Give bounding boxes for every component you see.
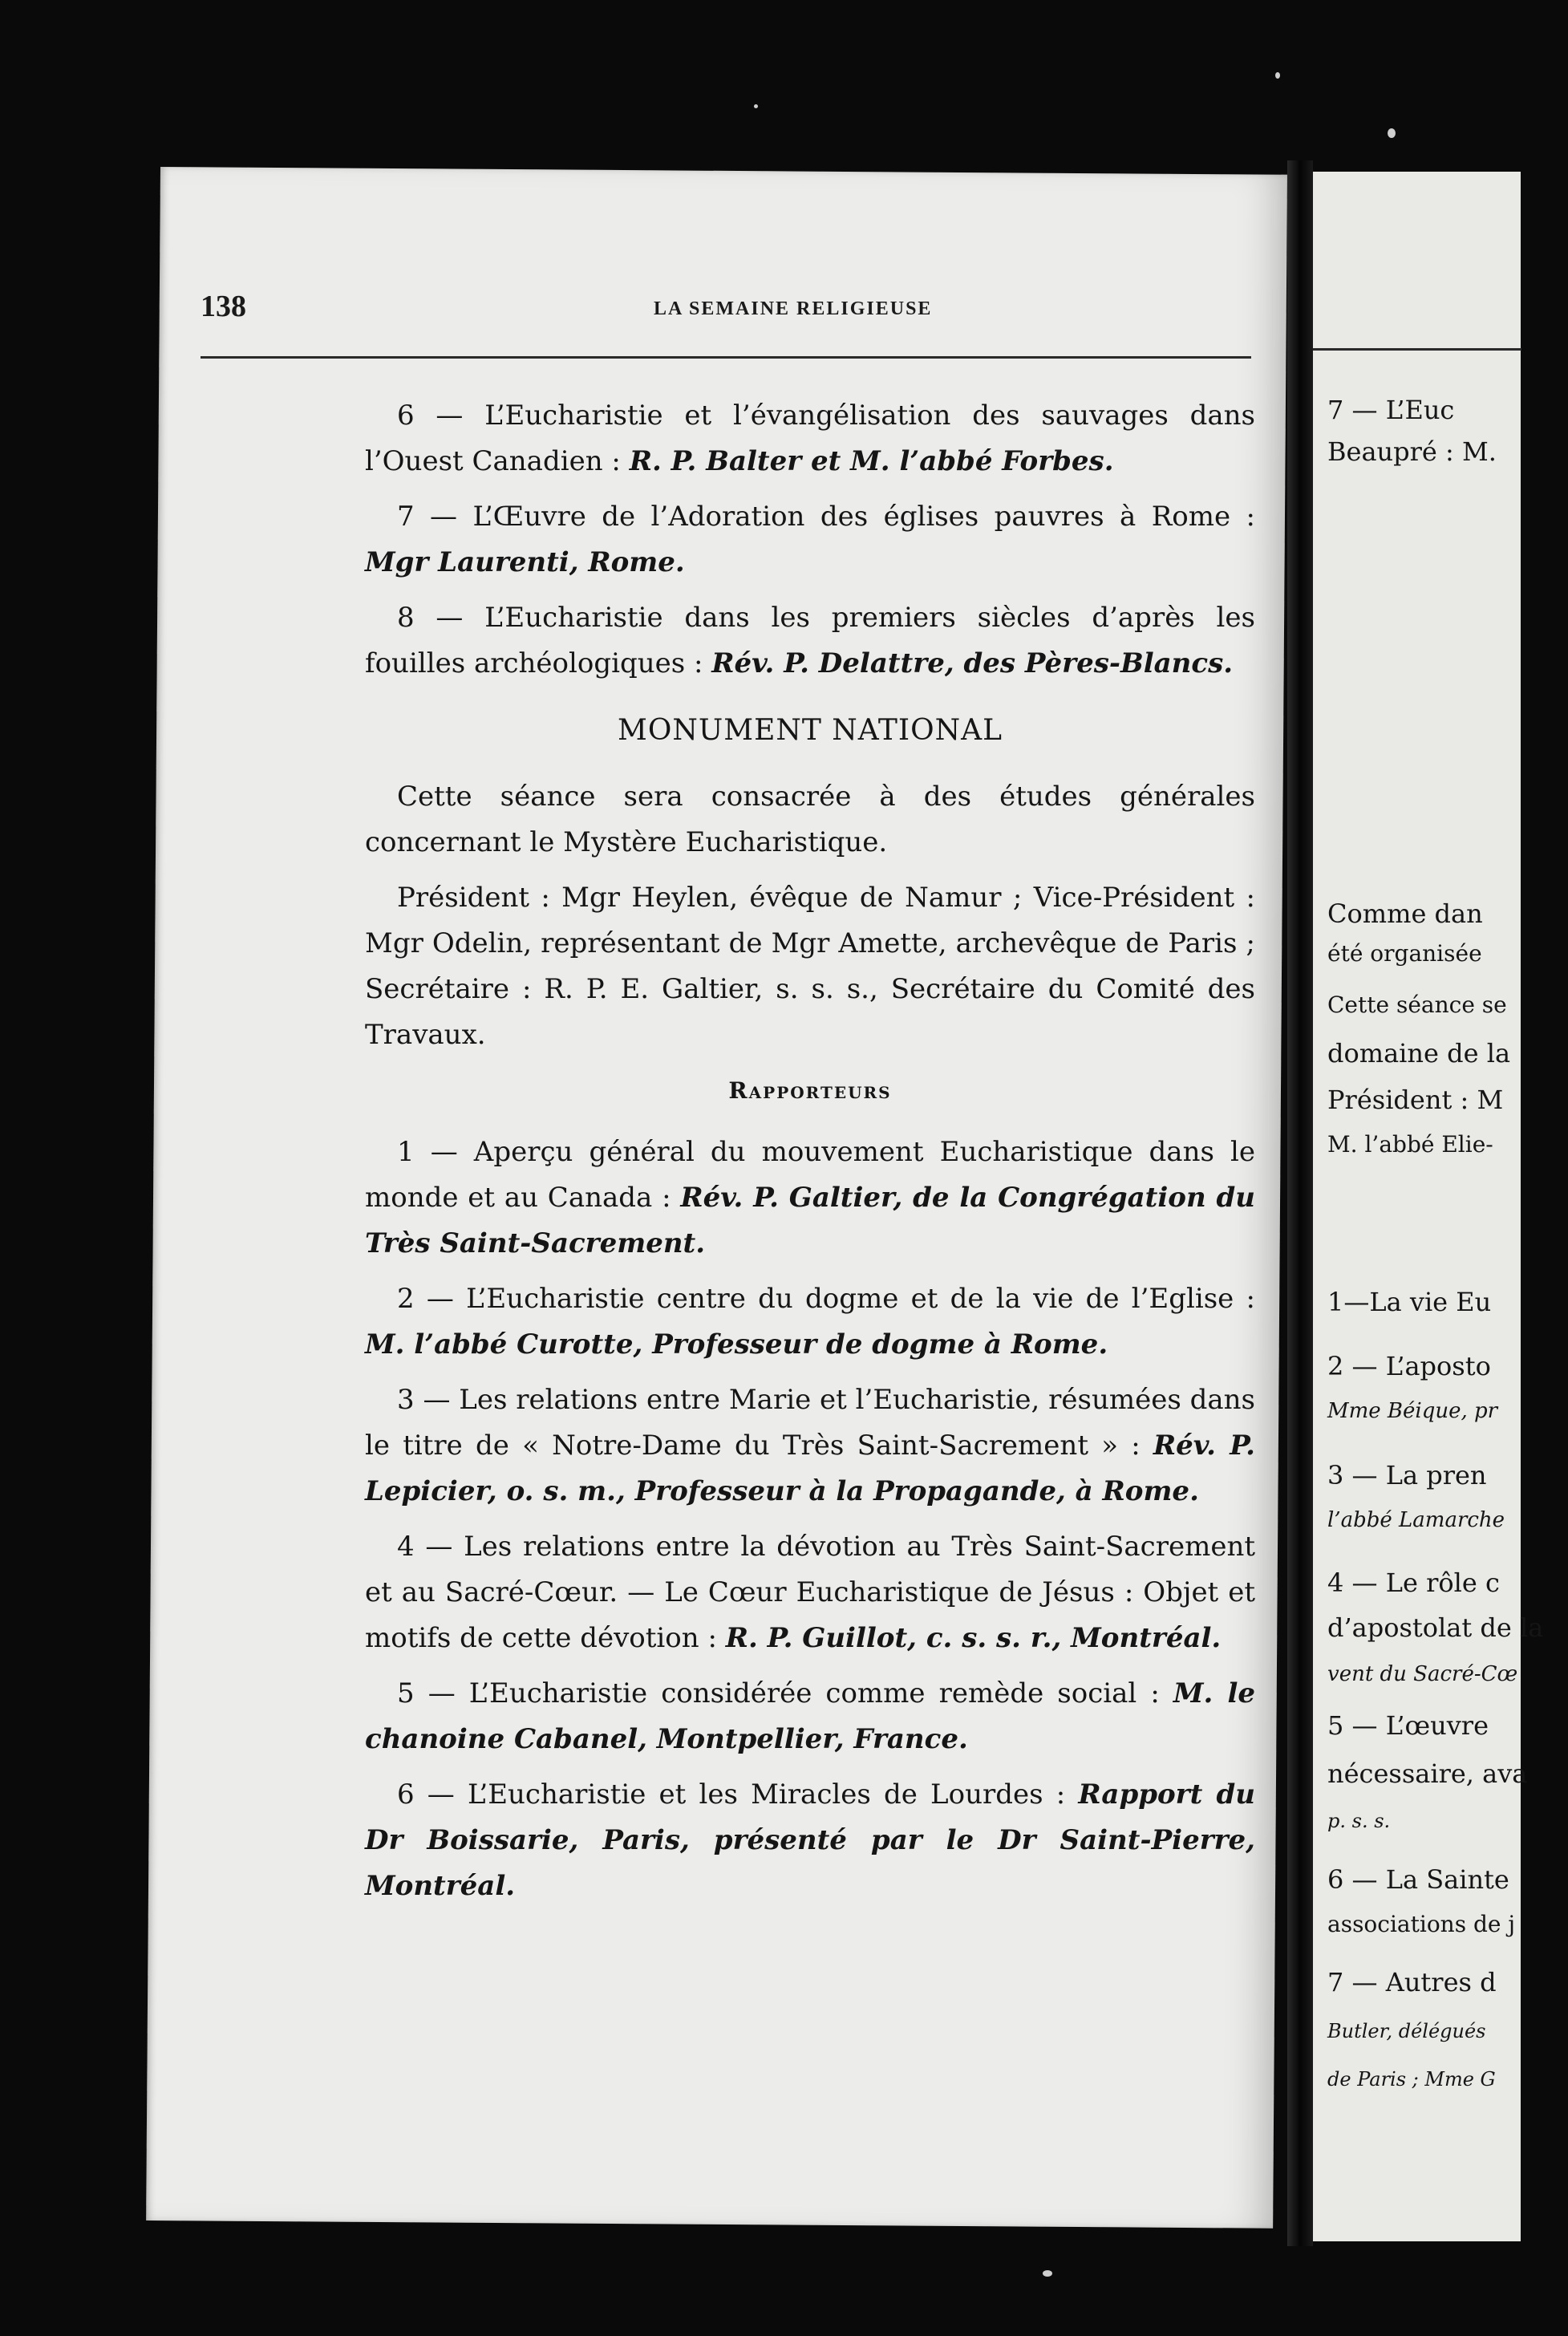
right-line: nécessaire, ava (1327, 1758, 1528, 1789)
item-text: 3 — Les relations entre Marie et l’Eucharistie, résumées dans le titre de « Notre-Dame du Très Saint-Sacrement » : (365, 1384, 1255, 1462)
list-item (365, 1772, 1255, 1909)
right-line: d’apostolat de la (1327, 1612, 1544, 1643)
right-line: Beaupré : M. (1327, 436, 1497, 467)
list-item (365, 1377, 1255, 1515)
book-gutter (1287, 160, 1313, 2246)
dust-speck (754, 104, 758, 108)
item-author: Mgr Laurenti, Rome. (365, 546, 685, 578)
right-line: p. s. s. (1327, 1810, 1391, 1832)
right-line: 7 — Autres d (1327, 1967, 1497, 1997)
right-line: 2 — L’aposto (1327, 1351, 1491, 1381)
item-author: Rév. P. Delattre, des Pères-Blancs. (711, 647, 1234, 679)
page-number: 138 (201, 290, 246, 323)
item-text: 6 — L’Eucharistie et l’évangélisation des sauvages dans l’Ouest Canadien : (365, 399, 1255, 477)
list-item (365, 1276, 1255, 1368)
right-line: vent du Sacré-Cœ (1327, 1662, 1518, 1686)
right-page (1313, 172, 1544, 2241)
item-text: 5 — L’Eucharistie considérée comme remède social : (397, 1677, 1173, 1709)
item-author: M. le chanoine Cabanel, Montpellier, France. (365, 1677, 1255, 1755)
right-line: Mme Béique, pr (1327, 1399, 1498, 1423)
item-author: Rapport du Dr Boissarie, Paris, présenté par le Dr Saint-Pierre, Montréal. (365, 1778, 1255, 1902)
dust-speck (1275, 72, 1280, 79)
item-author: R. P. Balter et M. l’abbé Forbes. (629, 445, 1114, 477)
right-line: 6 — La Sainte (1327, 1864, 1509, 1895)
right-line: M. l’abbé Elie- (1327, 1131, 1493, 1158)
item-author: Rév. P. Galtier, de la Congrégation du Très Saint-Sacrement. (365, 1182, 1256, 1259)
right-line: domaine de la (1327, 1038, 1511, 1069)
right-line: 3 — La pren (1327, 1460, 1487, 1490)
body-text (365, 393, 1255, 1919)
right-line: Comme dan (1327, 898, 1483, 929)
item-text: 4 — Les relations entre la dévotion au Très Saint-Sacrement et au Sacré-Cœur. — Le Cœur Eucharistique de Jésus : Objet et motifs de cette dévotion : (365, 1531, 1255, 1654)
section-title: MONUMENT NATIONAL (618, 714, 1003, 747)
rapporteurs-heading: Rapporteurs (728, 1077, 892, 1104)
dust-speck (1043, 2270, 1052, 2277)
item-text: 2 — L’Eucharistie centre du dogme et de la vie de l’Eglise : (397, 1283, 1255, 1315)
page-header (201, 289, 1251, 337)
item-author: R. P. Guillot, c. s. s. r., Montréal. (725, 1622, 1222, 1654)
right-line: Butler, délégués (1327, 2020, 1486, 2042)
item-author: Rév. P. Lepicier, o. s. m., Professeur à la Propagande, à Rome. (365, 1430, 1255, 1507)
right-line: 4 — Le rôle c (1327, 1567, 1500, 1598)
item-text: 1 — Aperçu général du mouvement Eucharistique dans le monde et au Canada : (365, 1136, 1255, 1214)
intro-paragraph: Cette séance sera consacrée à des études générales concernant le Mystère Eucharistique. (365, 781, 1255, 858)
right-line: 7 — L’Euc (1327, 395, 1455, 425)
item-text: 6 — L’Eucharistie et les Miracles de Lourdes : (397, 1778, 1079, 1811)
list-item (365, 1671, 1255, 1762)
right-line: 1—La vie Eu (1327, 1287, 1492, 1317)
header-rule (201, 356, 1251, 359)
list-item (365, 393, 1255, 485)
right-line: associations de j (1327, 1911, 1516, 1937)
item-author: M. l’abbé Curotte, Professeur de dogme à Rome. (365, 1328, 1108, 1361)
right-line: Président : M (1327, 1085, 1504, 1115)
officers-paragraph: Président : Mgr Heylen, évêque de Namur ; Vice-Président : Mgr Odelin, représentant de Mgr Amette, archevêque de Paris ; Secrétaire : R. P. E. Galtier, s. s. s., Secrétaire du Comité des Travaux. (365, 882, 1255, 1051)
list-item (365, 494, 1255, 586)
dust-speck (1388, 128, 1396, 138)
running-head: LA SEMAINE RELIGIEUSE (654, 298, 933, 319)
list-item (365, 595, 1255, 687)
item-text: 8 — L’Eucharistie dans les premiers siècles d’après les fouilles archéologiques : (365, 602, 1255, 679)
item-text: 7 — L’Œuvre de l’Adoration des églises pauvres à Rome : (397, 501, 1255, 533)
right-line: l’abbé Lamarche (1327, 1508, 1505, 1532)
right-line: été organisée (1327, 940, 1482, 967)
right-line: 5 — L’œuvre (1327, 1710, 1489, 1741)
list-item (365, 1524, 1255, 1661)
right-line: de Paris ; Mme G (1327, 2068, 1496, 2091)
list-item (365, 1129, 1255, 1267)
right-header-rule (1313, 348, 1521, 351)
right-line: Cette séance se (1327, 992, 1507, 1018)
